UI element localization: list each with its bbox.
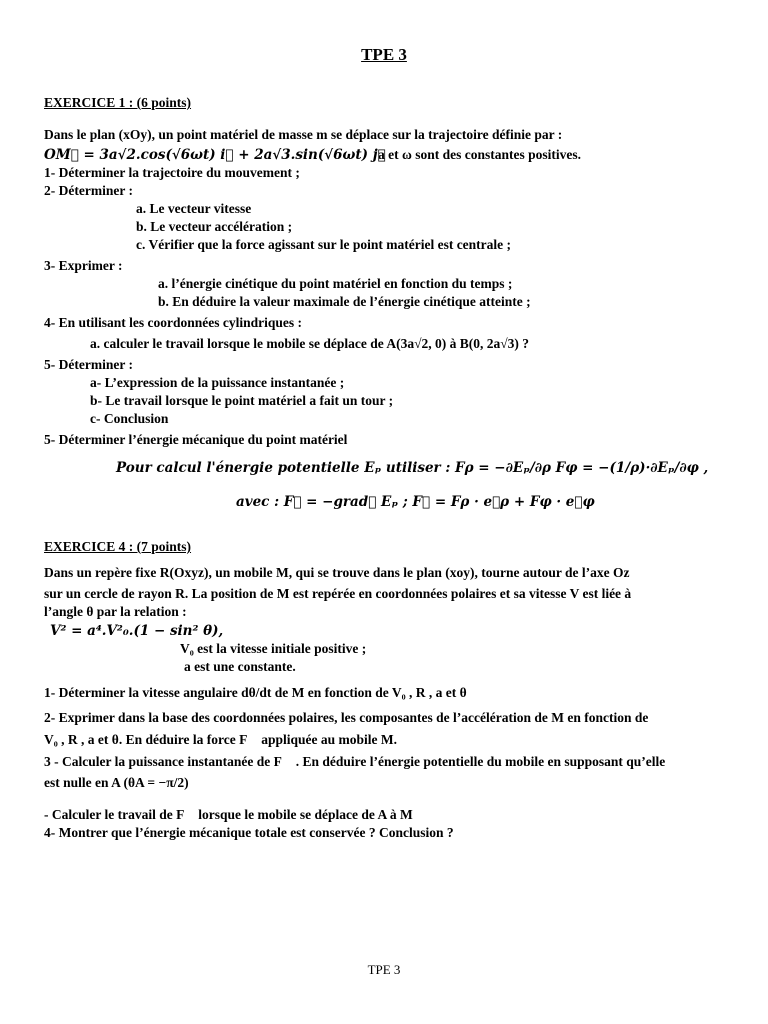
- ex1-question-5-energy: 5- Déterminer l’énergie mécanique du point matériel: [44, 432, 348, 447]
- ex1-question-4: 4- En utilisant les coordonnées cylindriques :: [44, 315, 303, 330]
- ex4-question-3-line-1: 3 - Calculer la puissance instantanée de F⃗ . En déduire l’énergie potentielle du mobile en supposant qu’elle: [44, 754, 666, 769]
- ex4-question-4: 4- Montrer que l’énergie mécanique totale est conservée ? Conclusion ?: [44, 825, 454, 840]
- ex4-v0-definition: V₀ est la vitesse initiale positive ;: [180, 641, 367, 656]
- ex4-question-1: 1- Déterminer la vitesse angulaire dθ/dt de M en fonction de V₀ , R , a et θ: [44, 685, 467, 700]
- ex1-question-5a: a- L’expression de la puissance instantanée ;: [90, 375, 345, 390]
- ex1-question-2: 2- Déterminer :: [44, 183, 133, 198]
- ex1-question-3: 3- Exprimer :: [44, 258, 123, 273]
- ex1-question-3b: b. En déduire la valeur maximale de l’énergie cinétique atteinte ;: [158, 294, 531, 309]
- ex1-force-gradient-hint: avec : F⃗ = −grad⃗ Eₚ ; F⃗ = Fρ · e⃗ρ + Fφ · e⃗φ: [236, 494, 595, 510]
- exercise-1-heading: EXERCICE 1 : (6 points): [44, 95, 192, 110]
- page-footer: TPE 3: [367, 962, 401, 977]
- ex1-trajectory-equation: OM⃗ = 3a√2.cos(√6ωt) i⃗ + 2a√3.sin(√6ωt) j⃗: [44, 147, 386, 163]
- ex1-intro-line-1: Dans le plan (xOy), un point matériel de masse m se déplace sur la trajectoire définie par :: [44, 127, 563, 142]
- ex4-question-3-line-2: est nulle en A (θA = −π/2): [44, 775, 189, 790]
- ex4-question-3-work: - Calculer le travail de F⃗ lorsque le mobile se déplace de A à M: [44, 807, 413, 822]
- ex4-question-2-line-1: 2- Exprimer dans la base des coordonnées polaires, les composantes de l’accélération de M en fonction de: [44, 710, 649, 725]
- ex1-question-5b: b- Le travail lorsque le point matériel a fait un tour ;: [90, 393, 394, 408]
- ex1-question-5c: c- Conclusion: [90, 411, 169, 426]
- ex4-statement-line-1: Dans un repère fixe R(Oxyz), un mobile M, qui se trouve dans le plan (xoy), tourne autour de l’axe Oz: [44, 565, 630, 580]
- ex4-velocity-relation: V² = a⁴.V²₀.(1 − sin² θ),: [50, 623, 224, 639]
- ex1-question-1: 1- Déterminer la trajectoire du mouvement ;: [44, 165, 300, 180]
- ex4-question-2-line-2: V₀ , R , a et θ. En déduire la force F⃗ appliquée au mobile M.: [44, 732, 397, 747]
- page-title: TPE 3: [361, 45, 407, 64]
- ex1-question-2c: c. Vérifier que la force agissant sur le point matériel est centrale ;: [136, 237, 512, 252]
- ex4-statement-line-2: sur un cercle de rayon R. La position de M est repérée en coordonnées polaires et sa vitesse V est liée à: [44, 586, 632, 601]
- ex1-potential-energy-hint: Pour calcul l'énergie potentielle Eₚ utiliser : Fρ = −∂Eₚ/∂ρ Fφ = −(1/ρ)·∂Eₚ/∂φ ,: [116, 460, 709, 476]
- exercise-4-heading: EXERCICE 4 : (7 points): [44, 539, 192, 554]
- ex1-question-2b: b. Le vecteur accélération ;: [136, 219, 293, 234]
- ex4-a-definition: a est une constante.: [184, 659, 296, 674]
- ex1-question-5: 5- Déterminer :: [44, 357, 133, 372]
- ex1-constants-note: a et ω sont des constantes positives.: [378, 147, 581, 162]
- ex1-question-3a: a. l’énergie cinétique du point matériel en fonction du temps ;: [158, 276, 513, 291]
- ex4-statement-line-3: l’angle θ par la relation :: [44, 604, 187, 619]
- ex1-question-4a: a. calculer le travail lorsque le mobile se déplace de A(3a√2, 0) à B(0, 2a√3) ?: [90, 336, 530, 351]
- ex1-question-2a: a. Le vecteur vitesse: [136, 201, 252, 216]
